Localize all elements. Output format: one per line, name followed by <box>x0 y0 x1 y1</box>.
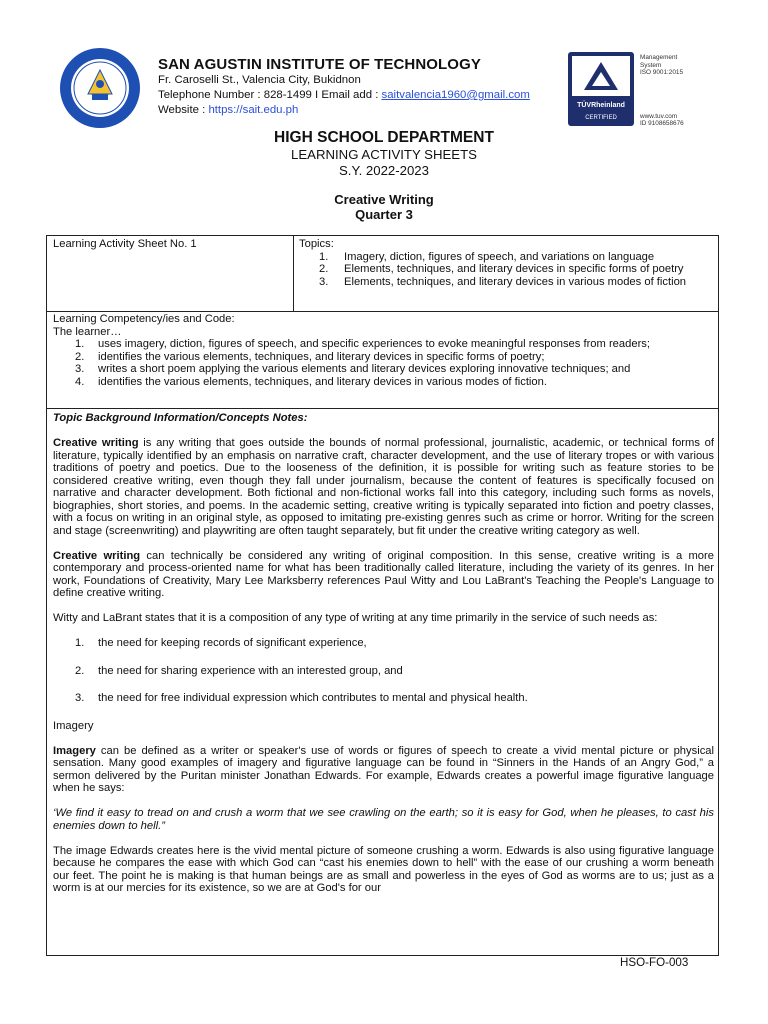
list-number: 3. <box>75 692 85 704</box>
cell-divider <box>293 236 294 311</box>
competency-label: Learning Competency/ies and Code: <box>53 313 235 325</box>
paragraph <box>53 745 714 795</box>
quarter-title: Quarter 3 <box>355 207 413 222</box>
cert-line: System <box>640 61 662 69</box>
tuv-brand: TÜVRheinland <box>577 102 625 109</box>
list-number: 3. <box>75 363 85 375</box>
tuv-logo-icon <box>568 52 634 126</box>
sheet-info-table <box>46 235 719 312</box>
competency-text: identifies the various elements, techniques, and literary devices in specific forms of poetry; <box>98 350 545 363</box>
list-item <box>53 692 714 705</box>
list-number: 1. <box>75 637 85 649</box>
cert-line: Management <box>640 54 678 61</box>
list-item <box>53 665 714 678</box>
cert-line: www.tuv.com <box>640 112 678 120</box>
notes-content <box>53 412 714 907</box>
need-text: the need for free individual expression which contributes to mental and physical health. <box>98 692 528 704</box>
institution-contact <box>158 88 530 103</box>
list-number: 4. <box>75 375 85 388</box>
title-spacer <box>0 179 768 192</box>
tuv-certified-badge <box>568 52 634 126</box>
need-text: the need for sharing experience with an interested group, and <box>98 664 403 677</box>
quote: ‘We find it easy to tread on and crush a worm that we see crawling on the earth; so it is easy for God, when he pleases, to cast his enemies down to hell.” <box>53 807 714 832</box>
cert-text <box>640 54 684 128</box>
paragraph <box>53 437 714 537</box>
letterhead <box>58 42 708 127</box>
list-item <box>299 263 715 276</box>
website-link[interactable]: https://sait.edu.ph <box>208 104 299 116</box>
email-link[interactable]: saitvalencia1960@gmail.com <box>381 89 530 101</box>
list-item <box>53 363 713 376</box>
need-text: the need for keeping records of significant experience, <box>98 637 367 649</box>
notes-box <box>46 408 719 956</box>
competency-text: uses imagery, diction, figures of speech, and specific experiences to evoke meaningful responses from readers; <box>98 338 650 350</box>
cert-line: ISO 9001:2015 <box>640 69 683 76</box>
paragraph <box>53 550 714 600</box>
topic-text: Elements, techniques, and literary devices in various modes of fiction <box>344 275 687 288</box>
list-item <box>53 338 713 351</box>
topic-text: Elements, techniques, and literary devices in specific forms of poetry <box>344 263 684 275</box>
learner-label: The learner… <box>53 325 122 338</box>
list-item <box>299 251 715 264</box>
competency-box <box>46 311 719 409</box>
sheet-number: Learning Activity Sheet No. 1 <box>53 238 197 250</box>
institution-name: SAN AGUSTIN INSTITUTE OF TECHNOLOGY <box>158 56 481 73</box>
website-label: Website : <box>158 104 209 116</box>
school-year: S.Y. 2022-2023 <box>339 163 429 178</box>
competency-content <box>53 313 713 388</box>
list-item <box>299 276 715 289</box>
competency-text: writes a short poem applying the various elements and literary devices exploring innovative techniques; and <box>98 363 631 375</box>
topics-list <box>299 251 715 289</box>
list-item <box>53 637 714 650</box>
paragraph-text: can be defined as a writer or speaker's use of words or figures of speech to create a vivid mental picture or physical sensation. Many good examples of imagery and figurative language can be found in “Sinners in the Hands of an Angry God,” a sermon delivered by the Puritan minister Jonathan Edwards. For example, Edwards creates a powerful image figurative language when he says: <box>53 744 714 794</box>
iso-certification <box>568 52 702 128</box>
cert-spacer <box>640 77 684 113</box>
competency-text: identifies the various elements, techniques, and literary devices in various modes of fiction. <box>98 375 547 388</box>
list-number: 1. <box>75 338 85 350</box>
topics-label: Topics: <box>299 238 334 250</box>
subject-title: Creative Writing <box>334 192 434 207</box>
list-item <box>53 376 713 389</box>
list-number: 2. <box>75 350 85 363</box>
topics-cell <box>299 238 715 288</box>
section-label: Imagery <box>53 719 94 732</box>
notes-heading: Topic Background Information/Concepts Notes: <box>53 412 308 424</box>
telephone-label: Telephone Number : 828-1499 I Email add : <box>158 89 382 101</box>
topic-text: Imagery, diction, figures of speech, and variations on language <box>344 250 655 263</box>
institution-info <box>158 56 530 118</box>
institution-website <box>158 103 530 118</box>
list-number: 1. <box>319 250 329 263</box>
competency-list <box>53 338 713 388</box>
list-number: 2. <box>319 263 329 275</box>
cert-line: ID 9108658676 <box>640 120 684 127</box>
paragraph: The image Edwards creates here is the vivid mental picture of someone crushing a worm. Edwards is also using figurative language because he compares the ease with which God can “cast his enemies down to hell” with the ease of our crushing a worm beneath our feet. The point he is making is that human beings are as small and powerless in the eyes of God as worms are to us; just as a worm is at our mercies for its existence, so we are at God's for our <box>53 844 714 894</box>
form-code: HSO-FO-003 <box>620 956 689 969</box>
list-number: 3. <box>319 275 329 288</box>
institution-address: Fr. Caroselli St., Valencia City, Bukidnon <box>158 74 361 86</box>
term: Imagery <box>53 744 96 757</box>
tuv-certified-label: CERTIFIED <box>585 115 617 121</box>
document-titles <box>0 129 768 222</box>
term: Creative writing <box>53 549 141 562</box>
school-seal-logo <box>58 46 142 130</box>
term: Creative writing <box>53 437 139 449</box>
department-title: HIGH SCHOOL DEPARTMENT <box>274 129 494 146</box>
list-number: 2. <box>75 664 85 677</box>
needs-list <box>53 637 714 705</box>
paragraph-text: can technically be considered any writing of original composition. In this sense, creative writing is a more contemporary and process-oriented name for what has been traditionally called literature, including the variety of its genres. In her work, Foundations of Creativity, Mary Lee Marksberry references Paul Witty and Lou LaBrant's Teaching the People's Language to define creative writing. <box>53 549 714 599</box>
paragraph-text: is any writing that goes outside the bounds of normal professional, journalistic, academic, or technical forms of literature, typically identified by an emphasis on narrative craft, character development, and the use of literary tropes or with various traditions of poetry and poetics. Due to the looseness of the definition, it is possible for writing such as feature stories to be considered creative writing, even though they fall under journalism, because the content of features is specifically focused on narrative and character development. Both fictional and non-fictional works fall into this category, including such forms as novels, biographies, short stories, and poems. In the academic setting, creative writing is typically separated into fiction and poetry classes, with a focus on writing in an original style, as opposed to imitating pre-existing genres such as crime or horror. Writing for the screen and stage (screenwriting) and playwriting are often taught separately, but fit under the creative writing category as well. <box>53 437 715 537</box>
sheets-title: LEARNING ACTIVITY SHEETS <box>291 147 477 162</box>
list-item <box>53 351 713 364</box>
paragraph: Witty and LaBrant states that it is a composition of any type of writing at any time primarily in the service of such needs as: <box>53 612 658 624</box>
